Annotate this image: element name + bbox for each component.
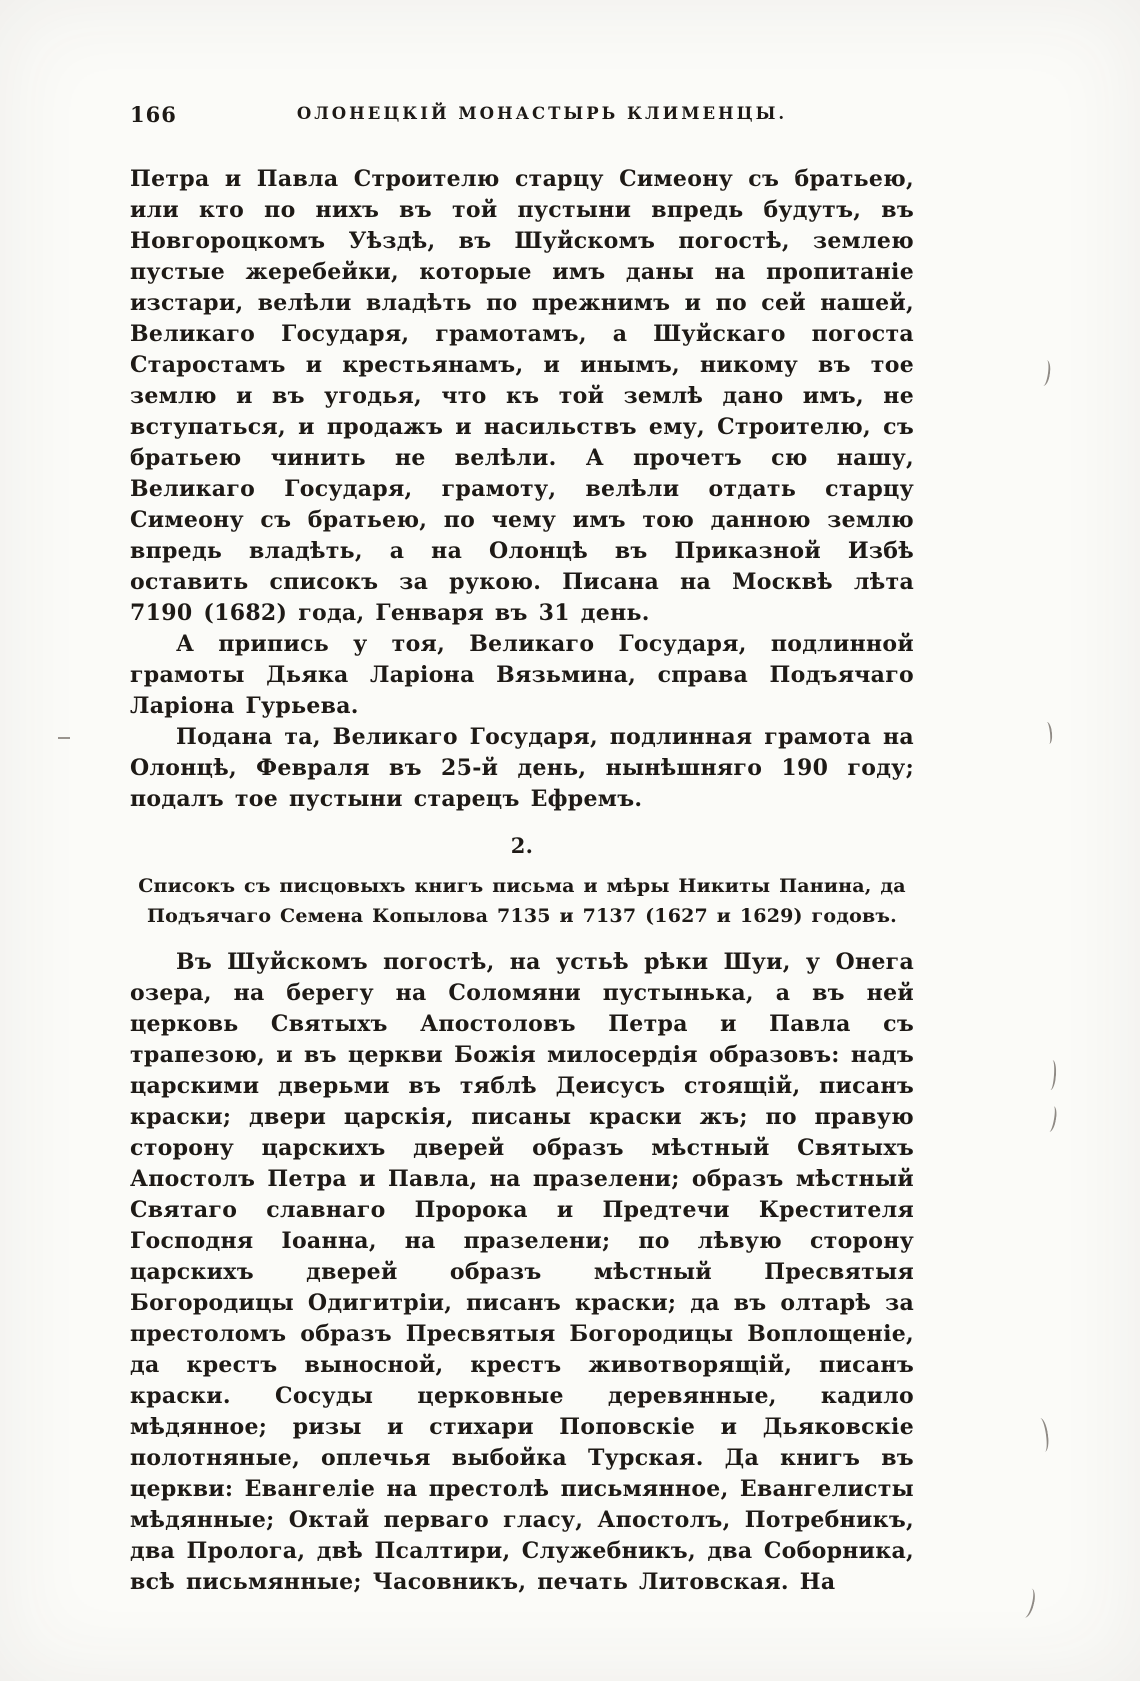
running-head: ОЛОНЕЦКІЙ МОНАСТЫРЬ КЛИМЕНЦЫ. bbox=[296, 104, 788, 123]
paragraph: Въ Шуйскомъ погостѣ, на устьѣ рѣки Шуи, у Онега озера, на берегу на Соломяни пустынька, а въ ней церковь Святыхъ Апостоловъ Петра и Павла съ трапезою, и въ церкви Божія милосердія образовъ: надъ царскими дверьми въ тяблѣ Деисусъ стоящій, писанъ краски; двери царскія, писаны краски жъ; по правую сторону царскихъ дверей образъ мѣстный Святыхъ Апостолъ Петра и Павла, на празелени; образъ мѣстный Святаго славнаго Пророка и Предтечи Крестителя Господня Іоанна, на празелени; по лѣвую сторону царскихъ дверей образъ мѣстный Пресвятыя Богородицы Одигитріи, писанъ краски; да въ олтарѣ за престоломъ образъ Пресвятыя Богородицы Воплощеніе, да крестъ выносной, крестъ животворящій, писанъ краски. Сосуды церковные деревянные, кадило мѣдянное; ризы и стихари Поповскіе и Дьяковскіе полотняные, оплечья выбойка Турская. Да книгъ въ церкви: Евангеліе на престолѣ письмянное, Евангелисты мѣдянные; Октай перваго гласу, Апостолъ, Потребникъ, два Пролога, двѣ Псалтири, Служебникъ, два Соборника, всѣ письмянные; Часовникъ, печать Литовская. На bbox=[130, 949, 914, 1595]
paragraph: Подана та, Великаго Государя, подлинная грамота на Олонцѣ, Февраля въ 25-й день, нынѣшняго 190 году; подалъ тое пустыни старецъ Ефремъ. bbox=[130, 724, 914, 812]
scan-artifact bbox=[1046, 1060, 1057, 1091]
page-header bbox=[130, 102, 914, 130]
scan-artifact bbox=[1045, 1105, 1058, 1132]
paragraph: А припись у тоя, Великаго Государя, подлинной грамоты Дьяка Ларіона Вязьмина, справа Подъячаго Ларіона Гурьева. bbox=[130, 631, 914, 719]
scan-artifact bbox=[58, 737, 70, 739]
section-heading: Списокъ съ писцовыхъ книгъ письма и мѣры Никиты Панина, да Подъячаго Семена Копылова 7135 и 7137 (1627 и 1629) годовъ. bbox=[138, 875, 906, 927]
scan-artifact bbox=[1043, 722, 1053, 745]
section-number: 2. bbox=[510, 833, 534, 858]
page-body bbox=[130, 164, 914, 1598]
page-number: 166 bbox=[130, 102, 177, 127]
scan-artifact bbox=[1019, 1587, 1038, 1619]
paragraph-continuation: Петра и Павла Строителю старцу Симеону съ братьею, или кто по нихъ въ той пустыни впредь будутъ, въ Новгороцкомъ Уѣздѣ, въ Шуйскомъ погостѣ, землею пустые жеребейки, которые имъ даны на пропитаніе изстари, велѣли владѣть по прежнимъ и по сей нашей, Великаго Государя, грамотамъ, а Шуйскаго погоста Старостамъ и крестьянамъ, и инымъ, никому въ тое землю и въ угодья, что къ той землѣ дано имъ, не вступаться, и продажъ и насильствъ ему, Строителю, съ братьею чинить не велѣли. А прочетъ сю нашу, Великаго Государя, грамоту, велѣли отдать старцу Симеону съ братьею, по чему имъ тою данною землю впредь владѣть, а на Олонцѣ въ Приказной Избѣ оставить списокъ за рукою. Писана на Москвѣ лѣта 7190 (1682) года, Генваря въ 31 день. bbox=[130, 166, 914, 626]
scan-artifact bbox=[1035, 1417, 1051, 1452]
scan-artifact bbox=[1038, 359, 1052, 386]
